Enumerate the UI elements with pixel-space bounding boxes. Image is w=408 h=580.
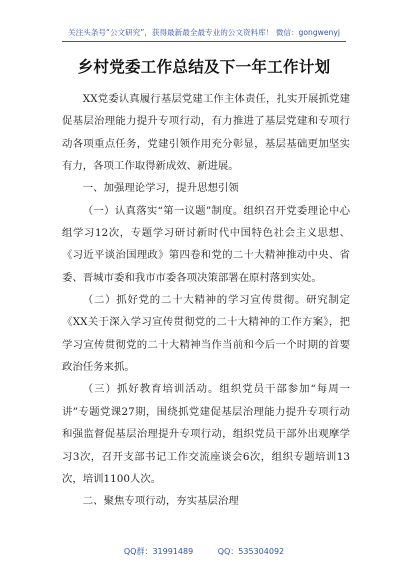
document-title: 乡村党委工作总结及下一年工作计划 bbox=[77, 58, 331, 76]
intro-paragraph: XX党委认真履行基层党建工作主体责任，扎实开展抓党建促基层治理能力提升专项行动，有力推进了基层党建和专项行动各项重点任务，党建引领作用充分彰显，基层基础更加坚实有力，各项工作取得新成效、新进展。 bbox=[62, 93, 350, 173]
section-heading-2: 二、聚焦专项行动，夯实基层治理 bbox=[82, 495, 239, 508]
paragraph-item-3: （三）抓好教育培训活动。组织党员干部参加“每周一讲”专题党课27期，围绕抓党建促基层治理能力提升专项行动和强监督促基层治理提升专项行动，组织党员干部外出观摩学习3次，召开支部书记工作交流座谈会6次，组织专题培训13次，培训1100人次。 bbox=[62, 383, 350, 485]
header-divider bbox=[62, 41, 346, 42]
footer-qq: QQ：535304092 bbox=[217, 547, 285, 556]
section-heading-1: 一、加强理论学习，提升思想引领 bbox=[82, 182, 239, 195]
footer-qq-group: QQ群：31991489 bbox=[123, 547, 194, 556]
paragraph-item-1: （一）认真落实“第一议题”制度。组织召开党委理论中心组学习12次，专题学习研讨新时代中国特色社会主义思想、《习近平谈治国理政》第四卷和党的二十大精神推动中央、省委、晋城市委和我市市委各项决策部署在原村落到实处。 bbox=[62, 204, 350, 284]
paragraph-item-2: （二）抓好党的二十大精神的学习宣传贯彻。研究制定《XX关于深入学习宣传贯彻党的二十大精神的工作方案》，把学习宣传贯彻党的二十大精神当作当前和今后一个时期的首要政治任务来抓。 bbox=[62, 294, 350, 374]
footer-contact bbox=[0, 546, 408, 557]
document-body bbox=[62, 88, 350, 513]
header-banner: 关注头条号“公文研究”，获得最新最全最专业的公文资料库！ 微信：gongwenyj bbox=[68, 28, 340, 37]
